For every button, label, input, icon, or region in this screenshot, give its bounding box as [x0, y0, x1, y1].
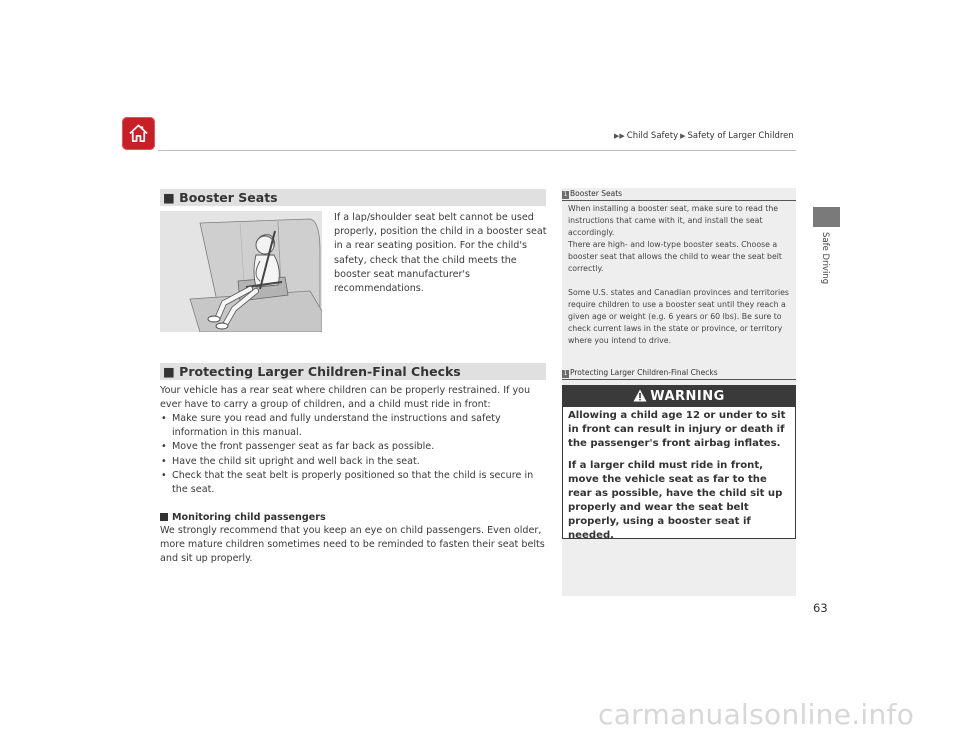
- monitoring-heading: Monitoring child passengers: [160, 512, 326, 523]
- warning-text-1: Allowing a child age 12 or under to sit in front can result in injury or death if the passenger's front airbag inflates.: [568, 410, 786, 449]
- breadcrumb-item-current: Safety of Larger Children: [687, 131, 794, 141]
- warning-text-2: If a larger child must ride in front, move the vehicle seat as far to the rear as possible, have the child sit up properly and wear the seat belt properly, using a booster seat if needed.: [568, 460, 783, 541]
- note-text-booster-1: When installing a booster seat, make sure to read the instructions that came with it, and install the seat accordingly.: [568, 204, 779, 237]
- warning-body: [568, 409, 793, 543]
- square-bullet-icon: [160, 513, 168, 521]
- warning-box: [562, 385, 796, 539]
- breadcrumb-arrow-icon: ▶: [680, 132, 686, 140]
- list-item: • Make sure you read and fully understand the instructions and safety information in this manual.: [160, 412, 548, 440]
- list-item: • Check that the seat belt is properly positioned so that the child is secure in the seat.: [160, 469, 548, 497]
- final-checks-intro: Your vehicle has a rear seat where children can be properly restrained. If you ever have to carry a group of children, and a child must ride in front:: [160, 385, 531, 411]
- home-button[interactable]: [122, 117, 155, 150]
- breadcrumb: [614, 131, 794, 141]
- watermark: carmanualsonline.info: [598, 698, 915, 731]
- chapter-tab-label: Safe Driving: [820, 232, 830, 285]
- warning-header: [563, 386, 795, 407]
- warning-triangle-icon: [633, 389, 647, 402]
- booster-seat-illustration: [160, 211, 322, 332]
- chapter-tab-label-wrap: [806, 232, 846, 292]
- note-badge-icon: 1: [563, 191, 568, 198]
- page-number: 63: [813, 601, 828, 615]
- list-item: • Move the front passenger seat as far back as possible.: [160, 440, 548, 454]
- note-text-booster-3: Some U.S. states and Canadian provinces and territories require children to use a booster seat until they reach a given age or weight (e.g. 6 years or 60 lbs). Be sure to check current laws in the state or province, or territory where you intend to drive.: [568, 288, 789, 345]
- home-icon: [127, 122, 150, 145]
- note-divider: [562, 200, 796, 201]
- note-heading-final-checks[interactable]: 1 Protecting Larger Children-Final Checks: [563, 368, 718, 377]
- section-heading-booster: ■ Booster Seats: [160, 189, 546, 206]
- note-heading-booster[interactable]: 1 Booster Seats: [563, 189, 623, 198]
- final-checks-list: [160, 412, 548, 497]
- list-item: • Have the child sit upright and well back in the seat.: [160, 455, 548, 469]
- breadcrumb-arrows-icon: ▶▶: [614, 132, 625, 140]
- note-divider: [562, 379, 796, 380]
- monitoring-body: We strongly recommend that you keep an eye on child passengers. Even older, more mature children sometimes need to be reminded to fasten their seat belts and sit up properly.: [160, 525, 545, 565]
- note-badge-icon: 1: [563, 370, 568, 377]
- note-text-booster-2: There are high- and low-type booster seats. Choose a booster seat that allows the child to wear the seat belt correctly.: [568, 240, 782, 273]
- breadcrumb-item-child-safety[interactable]: Child Safety: [626, 131, 679, 141]
- booster-seats-body: If a lap/shoulder seat belt cannot be used properly, position the child in a booster seat in a rear seating position. For the child's safety, check that the child meets the booster seat manufacturer's recommendations.: [334, 212, 547, 295]
- section-heading-final-checks: ■ Protecting Larger Children-Final Checks: [160, 363, 546, 380]
- header-divider: [158, 150, 796, 151]
- chapter-tab[interactable]: [813, 207, 840, 227]
- warning-label: WARNING: [650, 389, 725, 404]
